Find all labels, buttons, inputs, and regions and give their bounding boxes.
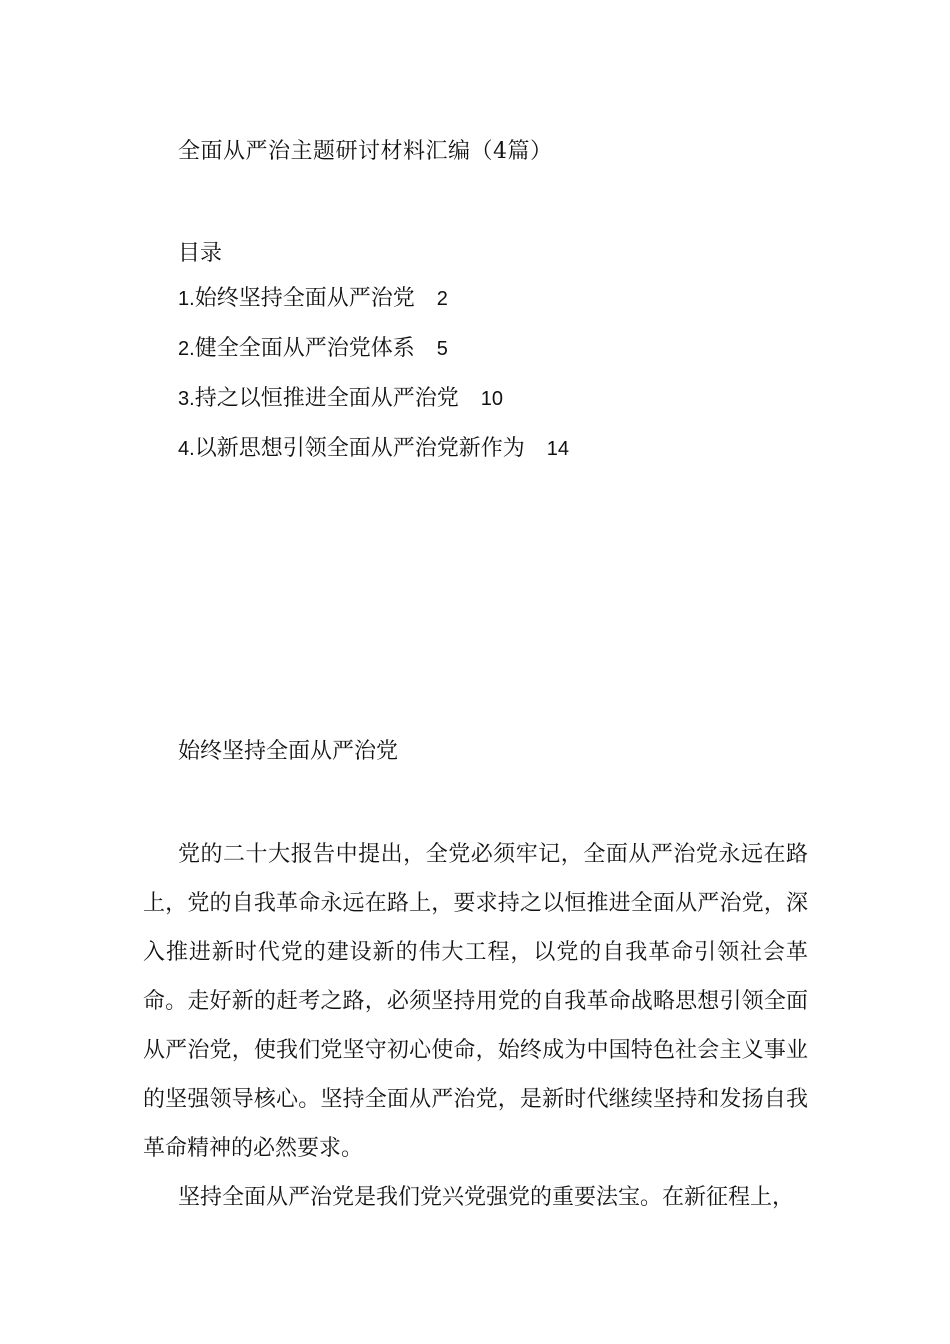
toc-entry-label: 始终坚持全面从严治党	[194, 286, 415, 311]
toc-entry[interactable]	[178, 386, 569, 436]
toc-entry-page: 5	[436, 338, 448, 360]
table-of-contents	[178, 286, 569, 486]
section-title: 始终坚持全面从严治党	[178, 739, 399, 764]
toc-entry-page: 10	[480, 388, 503, 410]
toc-entry[interactable]	[178, 436, 569, 486]
toc-entry-number: 3.	[178, 388, 195, 410]
toc-entry-number: 2.	[178, 338, 195, 360]
section-body	[143, 830, 808, 1222]
toc-entry[interactable]	[178, 286, 569, 336]
toc-entry-page: 14	[546, 438, 569, 460]
body-paragraph: 坚持全面从严治党是我们党兴党强党的重要法宝。在新征程上，	[178, 1185, 795, 1210]
body-paragraph: 党的二十大报告中提出，全党必须牢记，全面从严治党永远在路上，党的自我革命永远在路上，要求持之以恒推进全面从严治党，深入推进新时代党的建设新的伟大工程，以党的自我革命引领社会革命。走好新的赶考之路，必须坚持用党的自我革命战略思想引领全面从严治党，使我们党坚守初心使命，始终成为中国特色社会主义事业的坚强领导核心。坚持全面从严治党，是新时代继续坚持和发扬自我革命精神的必然要求。	[143, 842, 808, 1161]
toc-entry-number: 4.	[178, 438, 195, 460]
toc-entry-number: 1.	[178, 288, 195, 310]
toc-entry[interactable]	[178, 336, 569, 386]
document-title: 全面从严治主题研讨材料汇编（4篇）	[178, 139, 553, 164]
toc-heading: 目录	[178, 241, 223, 266]
toc-entry-label: 持之以恒推进全面从严治党	[194, 386, 459, 411]
toc-entry-page: 2	[436, 288, 448, 310]
toc-entry-label: 以新思想引领全面从严治党新作为	[194, 436, 525, 461]
toc-entry-label: 健全全面从严治党体系	[194, 336, 415, 361]
